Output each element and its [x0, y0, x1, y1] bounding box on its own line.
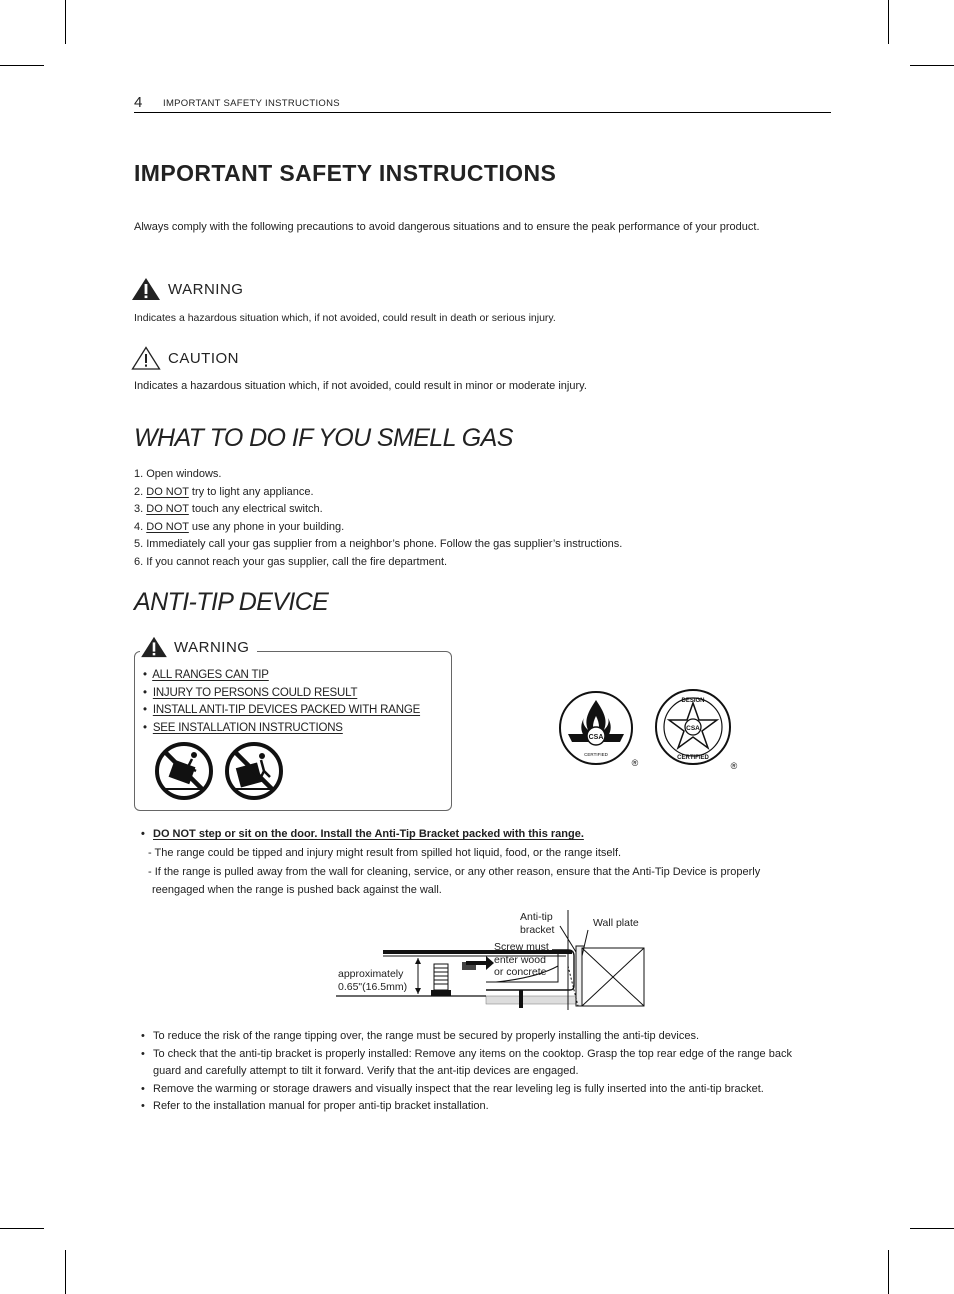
caution-description: Indicates a hazardous situation which, if not avoided, could result in minor or moderate injury.: [134, 380, 587, 392]
antitip-sub-lines: [141, 844, 760, 900]
crop-mark: [65, 0, 66, 44]
list-item: • DO NOT step or sit on the door. Install the Anti-Tip Bracket packed with this range.: [141, 826, 584, 844]
svg-text:®: ®: [631, 758, 639, 768]
list-item: • SEE INSTALLATION INSTRUCTIONS: [143, 721, 343, 734]
list-item: • ALL RANGES CAN TIP: [143, 669, 269, 681]
gas-steps-list: [134, 466, 622, 571]
crop-mark: [888, 0, 889, 44]
antitip-bottom-bullets: [141, 1028, 801, 1116]
list-item: • INSTALL ANTI-TIP DEVICES PACKED WITH RANGE: [143, 704, 421, 716]
sub-line: reengaged when the range is pushed back against the wall.: [152, 884, 442, 896]
caution-label: CAUTION: [168, 349, 239, 367]
crop-mark: [0, 1228, 44, 1229]
svg-text:DESIGN: DESIGN: [681, 698, 705, 704]
list-item: • Remove the warming or storage drawers and visually inspect that the rear leveling leg is fully inserted into the anti-tip bracket.: [141, 1081, 801, 1099]
list-item: • To check that the anti-tip bracket is properly installed: Remove any items on the cooktop. Grasp the top rear edge of the range back guard and carefully attempt to tilt it forward. Verify that the ant-itip devices are engaged.: [141, 1046, 801, 1081]
list-item: 2. DO NOT try to light any appliance.: [134, 485, 314, 498]
screw-note-label: Screw must enter wood or concrete: [494, 941, 549, 978]
warning-filled-icon: [140, 636, 168, 658]
no-standing-on-door-icon: [224, 741, 284, 801]
list-item: 1. Open windows.: [134, 468, 222, 480]
caution-outline-icon: [131, 346, 161, 370]
crop-mark: [888, 1250, 889, 1294]
svg-text:CERTIFIED: CERTIFIED: [677, 755, 709, 761]
warning-filled-icon: [131, 277, 161, 301]
page-title: IMPORTANT SAFETY INSTRUCTIONS: [134, 160, 557, 186]
list-item: 3. DO NOT touch any electrical switch.: [134, 503, 323, 515]
page-number: 4: [134, 94, 143, 111]
warning-label: WARNING: [168, 280, 244, 298]
svg-text:®: ®: [730, 761, 738, 771]
antitip-warning-list: [143, 667, 420, 737]
wall-plate-label: Wall plate: [593, 917, 639, 929]
list-item: 5. Immediately call your gas supplier from a neighbor’s phone. Follow the gas supplier’s instructions.: [134, 538, 623, 550]
sub-line: - The range could be tipped and injury might result from spilled hot liquid, food, or the range itself.: [148, 847, 622, 859]
svg-text:CSA: CSA: [686, 725, 700, 732]
csa-flame-certified-logo: [558, 690, 642, 774]
header-rule: [134, 112, 831, 113]
antitip-section-title: ANTI-TIP DEVICE: [134, 588, 329, 616]
intro-text: Always comply with the following precautions to avoid dangerous situations and to ensure the peak performance of your product.: [134, 221, 760, 233]
no-child-climbing-icon: [154, 741, 214, 801]
crop-mark: [0, 65, 44, 66]
svg-text:CERTIFIED: CERTIFIED: [584, 752, 608, 757]
warning-description: Indicates a hazardous situation which, if not avoided, could result in death or serious injury.: [134, 312, 556, 324]
clearance-label: approximately 0.65"(16.5mm): [338, 968, 408, 993]
antitip-warning-label: WARNING: [174, 638, 250, 656]
list-item: 4. DO NOT use any phone in your building.: [134, 520, 345, 533]
list-item: • Refer to the installation manual for proper anti-tip bracket installation.: [141, 1098, 801, 1116]
running-header: IMPORTANT SAFETY INSTRUCTIONS: [163, 98, 340, 109]
antitip-main-bullet: [141, 826, 584, 844]
crop-mark: [910, 1228, 954, 1229]
crop-mark: [65, 1250, 66, 1294]
gas-section-title: WHAT TO DO IF YOU SMELL GAS: [134, 424, 513, 452]
anti-tip-bracket-label: Anti-tip bracket: [520, 911, 555, 936]
warning-heading: [131, 277, 243, 301]
svg-text:CSA: CSA: [588, 734, 604, 741]
crop-mark: [910, 65, 954, 66]
list-item: • To reduce the risk of the range tipping over, the range must be secured by properly installing the anti-tip devices.: [141, 1028, 801, 1046]
antitip-warning-heading: [140, 636, 257, 658]
csa-star-design-certified-logo: [655, 689, 741, 775]
list-item: 6. If you cannot reach your gas supplier, call the fire department.: [134, 555, 448, 568]
caution-heading: [131, 346, 239, 370]
list-item: • INJURY TO PERSONS COULD RESULT: [143, 686, 358, 699]
sub-line: - If the range is pulled away from the wall for cleaning, service, or any other reason, ensure that the Anti-Tip Device is properly: [148, 865, 761, 878]
